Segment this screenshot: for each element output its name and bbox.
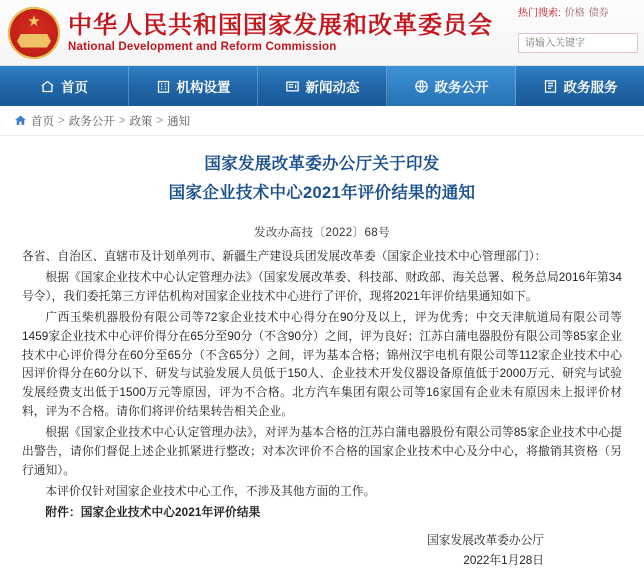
- main-nav: [0, 66, 644, 106]
- doc-paragraph-1: 根据《国家企业技术中心认定管理办法》（国家发展改革委、科技部、财政部、海关总署、税务总局2016年第34号令），我们委托第三方评估机构对国家企业技术中心进行了评价，现将2021年评价结果通知如下。: [22, 270, 622, 303]
- nav-item-government-service[interactable]: [516, 66, 644, 106]
- doc-recipient: 各省、自治区、直辖市及计划单列市、新疆生产建设兵团发展改革委（国家企业技术中心管理部门）：: [22, 249, 547, 263]
- article-body: [0, 136, 644, 571]
- site-title-block: [68, 12, 493, 54]
- nav-label-home: 首页: [61, 80, 88, 95]
- nav-item-home[interactable]: [0, 66, 129, 106]
- national-emblem-icon: [8, 7, 60, 59]
- service-icon: [543, 79, 558, 94]
- breadcrumb-separator-0: >: [58, 114, 65, 127]
- nav-label-news: 新闻动态: [305, 80, 360, 95]
- header-search-area: [518, 4, 638, 53]
- breadcrumb: [0, 106, 644, 136]
- hot-search-line: [518, 4, 638, 19]
- site-header: [0, 0, 644, 66]
- doc-paragraph-3: 根据《国家企业技术中心认定管理办法》，对评为基本合格的江苏白蒲电器股份有限公司等85家企业技术中心提出警告，请你们督促上述企业抓紧进行整改；对本次评价不合格的国家企业技术中心及分中心，将撤销其资格（另行通知）。: [22, 426, 622, 478]
- home-icon: [14, 114, 27, 127]
- nav-item-government-affairs[interactable]: [387, 66, 516, 106]
- home-icon: [40, 79, 55, 94]
- search-box[interactable]: [518, 33, 638, 53]
- nav-item-news[interactable]: [258, 66, 387, 106]
- breadcrumb-item-2[interactable]: 政策: [129, 115, 153, 128]
- doc-signature: [22, 531, 622, 571]
- search-input[interactable]: [523, 37, 633, 50]
- news-icon: [285, 79, 300, 94]
- page-title: [22, 150, 622, 208]
- doc-content: [22, 248, 622, 523]
- signature-date: 2022年1月28日: [463, 553, 544, 567]
- breadcrumb-separator-1: >: [118, 114, 126, 127]
- nav-label-government-affairs: 政务公开: [434, 80, 489, 95]
- nav-label-government-service: 政务服务: [563, 80, 618, 95]
- breadcrumb-item-0[interactable]: 首页: [31, 115, 54, 128]
- hot-search-item-1[interactable]: 价格: [564, 8, 585, 19]
- doc-title-line-2: 国家企业技术中心2021年评价结果的通知: [168, 183, 476, 202]
- doc-attachment[interactable]: 附件：国家企业技术中心2021年评价结果: [45, 506, 261, 520]
- doc-title-line-1: 国家发展改革委办公厅关于印发: [204, 155, 440, 173]
- site-title-cn: 中华人民共和国国家发展和改革委员会: [68, 11, 493, 39]
- hot-search-item-2[interactable]: 债券: [588, 8, 609, 19]
- nav-label-organization: 机构设置: [176, 80, 231, 95]
- building-icon: [156, 79, 171, 94]
- nav-item-organization[interactable]: [129, 66, 258, 106]
- signature-org: 国家发展改革委办公厅: [427, 534, 544, 548]
- doc-number: 发改办高技〔2022〕68号: [254, 226, 390, 239]
- doc-paragraph-2: 广西玉柴机器股份有限公司等72家企业技术中心得分在90分及以上，评为优秀；中交天津航道局有限公司等1459家企业技术中心评价得分在65分至90分（不含90分）之间，评为良好；江苏白蒲电器股份有限公司等85家企业技术中心评价得分在60分至65分（不含65分）之间，评为基本合格；锦州汉宇电机有限公司等112家企业技术中心因评价得分在60分以下、研发与试验发展人员低于150人、企业技术开发仪器设备原值低于2000万元、研究与试验发展经费支出低于1500万元等原因，评为不合格。北方汽车集团有限公司等16家国有企业未有原因未上报评价材料，评为不合格。请你们将评价结果转告相关企业。: [22, 310, 622, 419]
- breadcrumb-item-3: 通知: [167, 115, 191, 128]
- breadcrumb-item-1[interactable]: 政务公开: [68, 115, 115, 128]
- globe-icon: [414, 79, 429, 94]
- site-title-en: National Development and Reform Commission: [68, 41, 337, 54]
- breadcrumb-separator-2: >: [156, 114, 164, 127]
- doc-paragraph-4: 本评价仅针对国家企业技术中心工作，不涉及其他方面的工作。: [45, 485, 376, 499]
- hot-search-label: 热门搜索:: [518, 8, 561, 19]
